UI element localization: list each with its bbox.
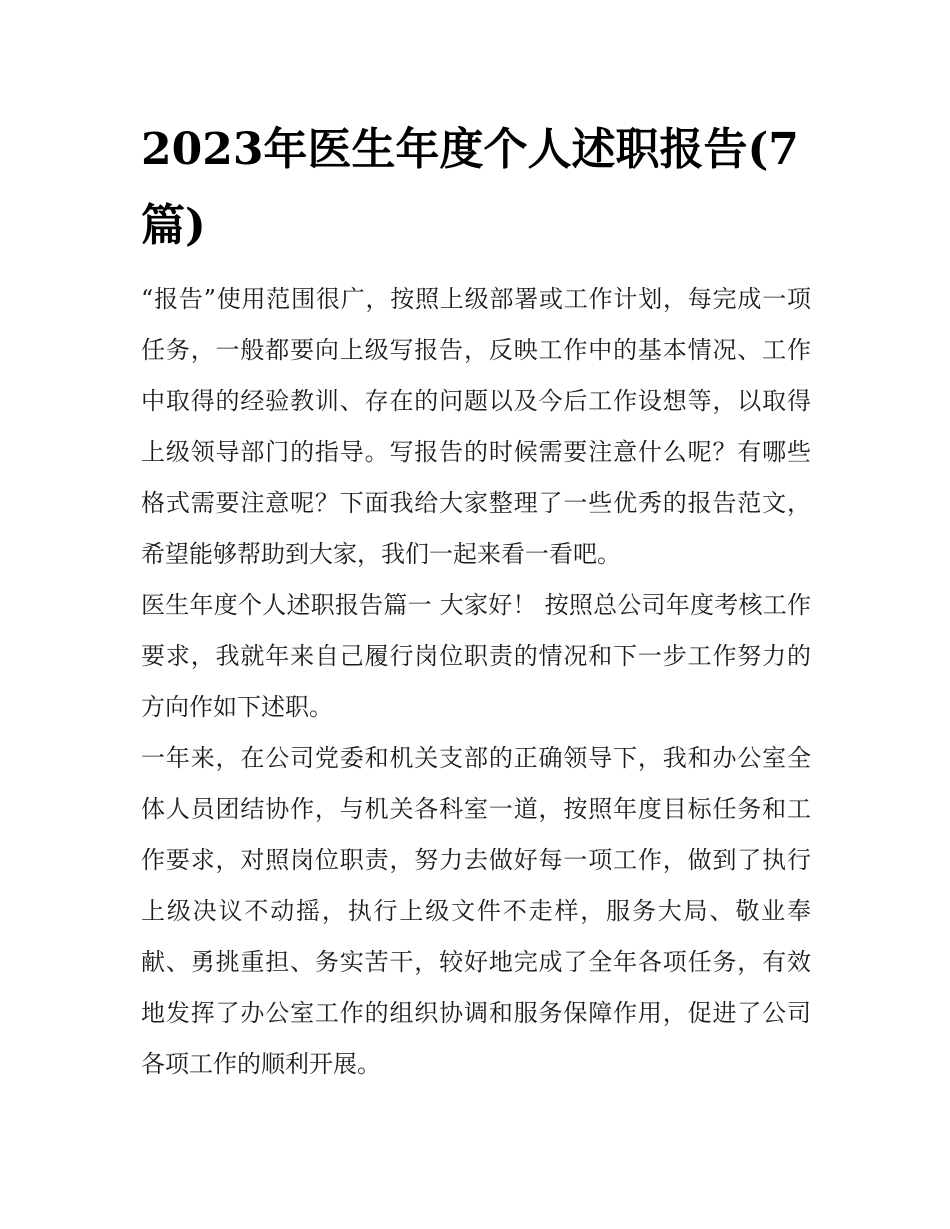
section-one-opening-paragraph: 医生年度个人述职报告篇一 大家好！ 按照总公司年度考核工作要求，我就年来自己履行岗位职责的情况和下一步工作努力的方向作如下述职。 xyxy=(141,591,811,721)
document-page xyxy=(141,112,811,1090)
document-title: 2023年医生年度个人述职报告(7篇) xyxy=(141,124,799,251)
intro-paragraph: “报告”使用范围很广，按照上级部署或工作计划，每完成一项任务，一般都要向上级写报告，反映工作中的基本情况、工作中取得的经验教训、存在的问题以及今后工作设想等，以取得上级领导部门的指导。写报告的时候需要注意什么呢？有哪些格式需要注意呢？下面我给大家整理了一些优秀的报告范文，希望能够帮助到大家，我们一起来看一看吧。 xyxy=(141,285,811,568)
year-review-paragraph: 一年来，在公司党委和机关支部的正确领导下，我和办公室全体人员团结协作，与机关各科室一道，按照年度目标任务和工作要求，对照岗位职责，努力去做好每一项工作，做到了执行上级决议不动摇，执行上级文件不走样，服务大局、敬业奉献、勇挑重担、务实苦干，较好地完成了全年各项任务，有效地发挥了办公室工作的组织协调和服务保障作用，促进了公司各项工作的顺利开展。 xyxy=(141,744,811,1078)
document-body xyxy=(141,274,811,1090)
